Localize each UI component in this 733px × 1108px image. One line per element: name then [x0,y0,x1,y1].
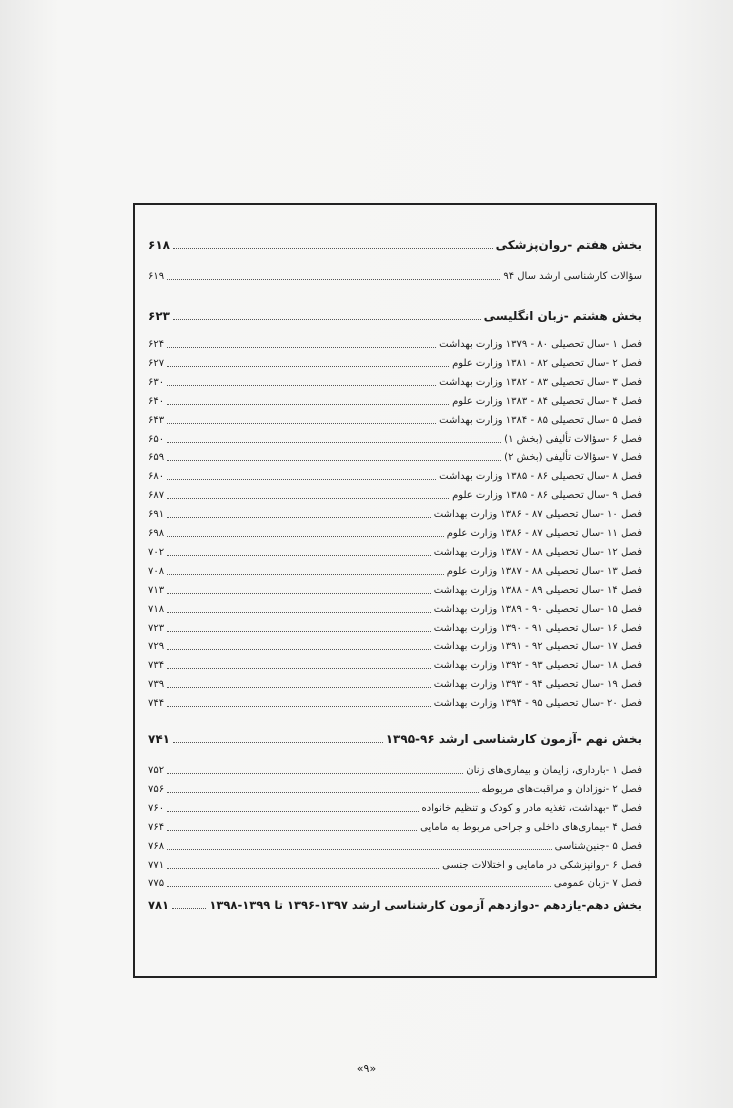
toc-frame [133,203,657,978]
toc-section-8[interactable]: بخش هشتم -زبان انگلیسی ۶۲۳ [148,309,642,323]
toc-s8-item[interactable]: فصل ۱۳ -سال تحصیلی ۸۸ - ۱۳۸۷ وزارت علوم ۷۰۸ [148,565,642,577]
toc-s9-item[interactable]: فصل ۲ -نوزادان و مراقبت‌های مربوطه ۷۵۶ [148,783,642,795]
toc-s8-item[interactable]: فصل ۴ -سال تحصیلی ۸۴ - ۱۳۸۳ وزارت علوم ۶۴۰ [148,395,642,407]
toc-s7-item[interactable]: سؤالات کارشناسی ارشد سال ۹۴ ۶۱۹ [148,271,642,282]
toc-s9-item[interactable]: فصل ۶ -روانپزشکی در مامایی و اختلالات جنسی ۷۷۱ [148,859,642,871]
toc-s8-item[interactable]: فصل ۳ -سال تحصیلی ۸۳ - ۱۳۸۲ وزارت بهداشت ۶۳۰ [148,376,642,388]
toc-s9-item[interactable]: فصل ۳ -بهداشت، تغذیه مادر و کودک و تنظیم خانواده ۷۶۰ [148,802,642,814]
toc-s8-item[interactable]: فصل ۱۶ -سال تحصیلی ۹۱ - ۱۳۹۰ وزارت بهداشت ۷۲۳ [148,622,642,634]
toc-s8-item[interactable]: فصل ۱۲ -سال تحصیلی ۸۸ - ۱۳۸۷ وزارت بهداشت ۷۰۲ [148,546,642,558]
toc-s8-item[interactable]: فصل ۵ -سال تحصیلی ۸۵ - ۱۳۸۴ وزارت بهداشت ۶۴۳ [148,414,642,426]
toc-s8-item[interactable]: فصل ۲۰ -سال تحصیلی ۹۵ - ۱۳۹۴ وزارت بهداشت ۷۴۴ [148,698,642,710]
toc-s8-item[interactable]: فصل ۲ -سال تحصیلی ۸۲ - ۱۳۸۱ وزارت علوم ۶۲۷ [148,357,642,369]
toc-section-10[interactable]: بخش دهم-یازدهم -دوازدهم آزمون کارشناسی ارشد ۱۳۹۷-۱۳۹۶ تا ۱۳۹۹-۱۳۹۸ ۷۸۱ [148,898,642,912]
page-number: «۹» [356,1062,377,1075]
toc-s8-item[interactable]: فصل ۷ -سؤالات تألیفی (بخش ۲) ۶۵۹ [148,452,642,464]
toc-s8-item[interactable]: فصل ۱۴ -سال تحصیلی ۸۹ - ۱۳۸۸ وزارت بهداشت ۷۱۳ [148,584,642,596]
toc-s8-item[interactable]: فصل ۱۱ -سال تحصیلی ۸۷ - ۱۳۸۶ وزارت علوم ۶۹۸ [148,528,642,539]
toc-s8-item[interactable]: فصل ۱۷ -سال تحصیلی ۹۲ - ۱۳۹۱ وزارت بهداشت ۷۲۹ [148,641,642,653]
toc-s9-item[interactable]: فصل ۵ -جنین‌شناسی ۷۶۸ [148,840,642,852]
toc-s9-item[interactable]: فصل ۷ -زبان عمومی ۷۷۵ [148,878,642,890]
toc-s8-item[interactable]: فصل ۱۵ -سال تحصیلی ۹۰ - ۱۳۸۹ وزارت بهداشت ۷۱۸ [148,603,642,615]
toc-s8-item[interactable]: فصل ۱۸ -سال تحصیلی ۹۳ - ۱۳۹۲ وزارت بهداشت ۷۳۴ [148,660,642,672]
toc-s8-item[interactable]: فصل ۱۰ -سال تحصیلی ۸۷ - ۱۳۸۶ وزارت بهداشت ۶۹۱ [148,509,642,521]
toc-s8-item[interactable]: فصل ۶ -سؤالات تألیفی (بخش ۱) ۶۵۰ [148,433,642,445]
toc-s8-item[interactable]: فصل ۸ -سال تحصیلی ۸۶ - ۱۳۸۵ وزارت بهداشت ۶۸۰ [148,471,642,483]
toc-s9-item[interactable]: فصل ۱ -بارداری، زایمان و بیماری‌های زنان ۷۵۲ [148,765,642,776]
toc-s9-item[interactable]: فصل ۴ -بیماری‌های داخلی و جراحی مربوط به مامایی ۷۶۴ [148,821,642,833]
toc-section-9[interactable]: بخش نهم -آزمون کارشناسی ارشد ۹۶-۱۳۹۵ ۷۴۱ [148,732,642,746]
toc-s8-item[interactable]: فصل ۹ -سال تحصیلی ۸۶ - ۱۳۸۵ وزارت علوم ۶۸۷ [148,490,642,502]
toc-s8-item[interactable]: فصل ۱ -سال تحصیلی ۸۰ - ۱۳۷۹ وزارت بهداشت ۶۲۴ [148,339,642,350]
toc-s8-item[interactable]: فصل ۱۹ -سال تحصیلی ۹۴ - ۱۳۹۳ وزارت بهداشت ۷۳۹ [148,679,642,691]
toc-section-7[interactable]: بخش هفتم -روان‌پزشکی ۶۱۸ [148,238,642,252]
